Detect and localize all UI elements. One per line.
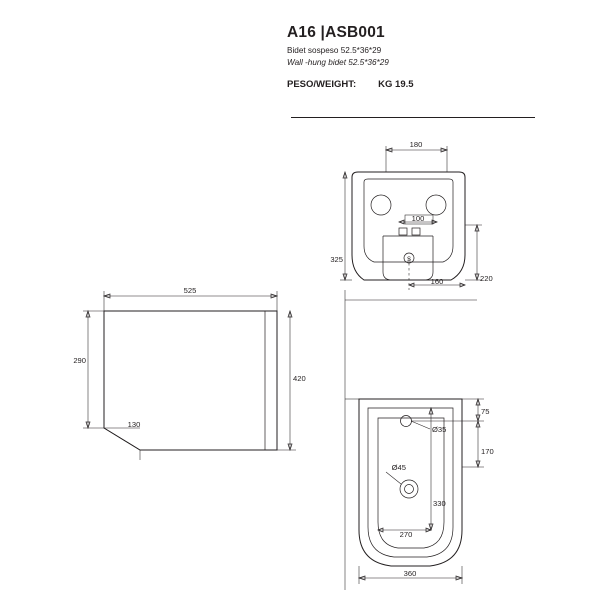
front-view-mark-s: S xyxy=(406,257,412,263)
front-dim-100: 100 xyxy=(411,214,425,223)
top-dia-35: Ø35 xyxy=(432,425,447,434)
side-dim-290: 290 xyxy=(73,356,86,365)
weight-value: KG 19.5 xyxy=(378,78,414,90)
top-dim-170: 170 xyxy=(481,447,494,456)
product-description-en: Wall -hung bidet 52.5*36*29 xyxy=(287,57,389,67)
weight-label: PESO/WEIGHT: xyxy=(287,78,357,90)
front-dim-325: 325 xyxy=(330,255,343,264)
side-dim-525: 525 xyxy=(183,286,197,295)
page-title: A16 |ASB001 xyxy=(287,24,385,41)
front-dim-180: 180 xyxy=(409,140,423,149)
top-dim-360: 360 xyxy=(403,569,417,578)
top-view xyxy=(345,300,494,590)
side-dim-420: 420 xyxy=(293,374,306,383)
front-view xyxy=(330,140,492,300)
top-dim-270: 270 xyxy=(399,530,413,539)
top-dia-45: Ø45 xyxy=(391,463,406,472)
top-dim-330: 330 xyxy=(433,499,446,508)
side-view xyxy=(73,286,305,460)
product-description-it: Bidet sospeso 52.5*36*29 xyxy=(287,46,382,56)
front-dim-160: 160 xyxy=(430,277,444,286)
front-dim-220: 220 xyxy=(480,274,493,283)
side-dim-130: 130 xyxy=(127,420,141,429)
top-dim-75: 75 xyxy=(481,407,490,416)
